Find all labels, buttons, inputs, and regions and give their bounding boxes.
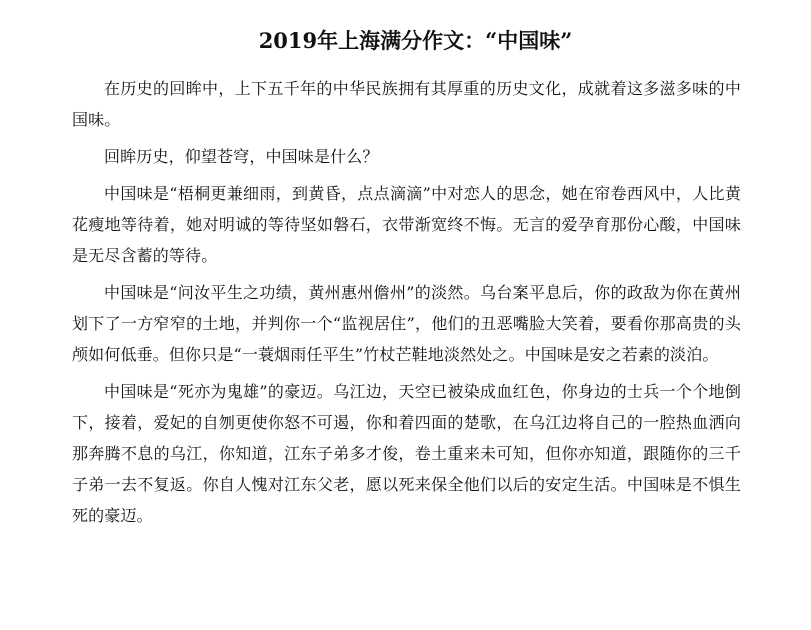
paragraph-waiting: 中国味是“梧桐更兼细雨，到黄昏，点点滴滴”中对恋人的思念，她在帘卷西风中，人比黄花瘦地等待着，她对明诚的等待坚如磐石，衣带渐宽终不悔。无言的爱孕育那份心酸，中国味是无尽含蓄的等待。 [72,184,741,265]
paragraph-question: 回眸历史，仰望苍穹，中国味是什么？ [104,147,379,166]
paragraph-calmness: 中国味是“问汝平生之功绩，黄州惠州儋州”的淡然。乌台案平息后，你的政敌为你在黄州划下了一方窄窄的土地，并判你一个“监视居住”，他们的丑恶嘴脸大笑着，要看你那高贵的头颅如何低垂。但你只是“一蓑烟雨任平生”竹杖芒鞋地淡然处之。中国味是安之若素的淡泊。 [72,283,741,364]
paragraph-heroism: 中国味是“死亦为鬼雄”的豪迈。乌江边，天空已被染成血红色，你身边的士兵一个个地倒下，接着，爱妃的自刎更使你怒不可遏，你和着四面的楚歌，在乌江边将自己的一腔热血洒向那奔腾不息的乌江，你知道，江东子弟多才俊，卷土重来未可知，但你亦知道，跟随你的三千子弟一去不复返。你自人愧对江东父老，愿以死来保全他们以后的安定生活。中国味是不惧生死的豪迈。 [72,382,741,525]
document-title: 2019年上海满分作文：“中国味” [258,28,573,53]
paragraph-intro: 在历史的回眸中，上下五千年的中华民族拥有其厚重的历史文化，成就着这多滋多味的中国味。 [72,79,741,129]
